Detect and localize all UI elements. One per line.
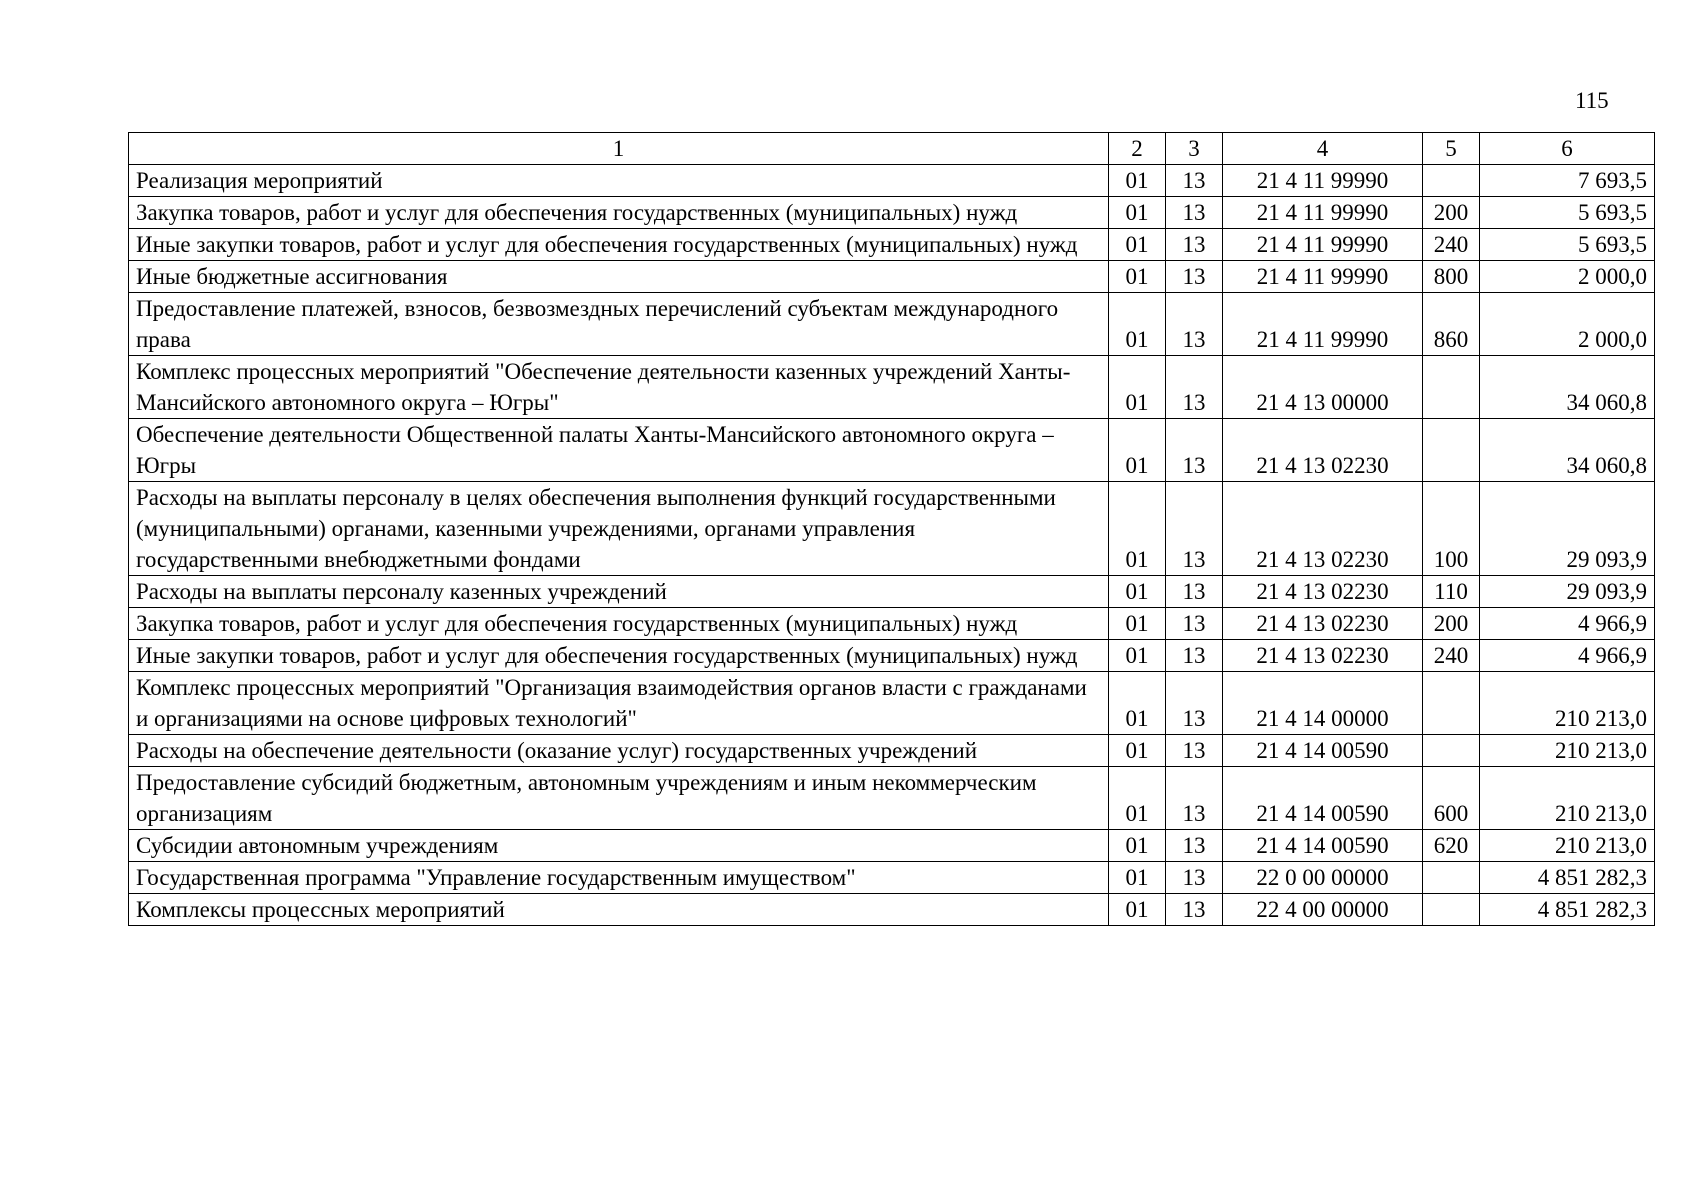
section-code-cell: 01 <box>1109 672 1166 735</box>
expense-type-cell: 600 <box>1423 767 1480 830</box>
subsection-code-cell: 13 <box>1166 830 1223 862</box>
expense-type-cell: 620 <box>1423 830 1480 862</box>
row-name-cell: Иные закупки товаров, работ и услуг для обеспечения государственных (муниципальных) нужд <box>129 229 1109 261</box>
target-article-cell: 21 4 13 02230 <box>1223 576 1423 608</box>
target-article-cell: 21 4 14 00590 <box>1223 735 1423 767</box>
amount-cell: 29 093,9 <box>1480 576 1655 608</box>
row-name-cell: Реализация мероприятий <box>129 165 1109 197</box>
target-article-cell: 21 4 14 00590 <box>1223 830 1423 862</box>
target-article-cell: 21 4 11 99990 <box>1223 261 1423 293</box>
table-row <box>129 293 1655 356</box>
section-code-cell: 01 <box>1109 862 1166 894</box>
expense-type-cell <box>1423 862 1480 894</box>
subsection-code-cell: 13 <box>1166 356 1223 419</box>
amount-cell: 210 213,0 <box>1480 735 1655 767</box>
subsection-code-cell: 13 <box>1166 261 1223 293</box>
section-code-cell: 01 <box>1109 894 1166 926</box>
table-row <box>129 482 1655 576</box>
budget-table <box>128 132 1655 926</box>
subsection-code-cell: 13 <box>1166 229 1223 261</box>
table-row <box>129 830 1655 862</box>
expense-type-cell: 200 <box>1423 608 1480 640</box>
table-row <box>129 419 1655 482</box>
amount-cell: 7 693,5 <box>1480 165 1655 197</box>
row-name-cell: Предоставление субсидий бюджетным, автономным учреждениям и иным некоммерческим организациям <box>129 767 1109 830</box>
subsection-code-cell: 13 <box>1166 608 1223 640</box>
expense-type-cell <box>1423 356 1480 419</box>
expense-type-cell <box>1423 672 1480 735</box>
amount-cell: 5 693,5 <box>1480 229 1655 261</box>
section-code-cell: 01 <box>1109 229 1166 261</box>
row-name-cell: Расходы на выплаты персоналу казенных учреждений <box>129 576 1109 608</box>
header-col-4: 4 <box>1223 133 1423 165</box>
header-col-1: 1 <box>129 133 1109 165</box>
expense-type-cell <box>1423 165 1480 197</box>
subsection-code-cell: 13 <box>1166 165 1223 197</box>
table-row <box>129 767 1655 830</box>
table-row <box>129 862 1655 894</box>
target-article-cell: 21 4 11 99990 <box>1223 293 1423 356</box>
section-code-cell: 01 <box>1109 830 1166 862</box>
expense-type-cell: 240 <box>1423 229 1480 261</box>
expense-type-cell: 110 <box>1423 576 1480 608</box>
expense-type-cell: 240 <box>1423 640 1480 672</box>
row-name-cell: Субсидии автономным учреждениям <box>129 830 1109 862</box>
header-col-2: 2 <box>1109 133 1166 165</box>
section-code-cell: 01 <box>1109 293 1166 356</box>
section-code-cell: 01 <box>1109 261 1166 293</box>
subsection-code-cell: 13 <box>1166 862 1223 894</box>
subsection-code-cell: 13 <box>1166 767 1223 830</box>
subsection-code-cell: 13 <box>1166 576 1223 608</box>
row-name-cell: Иные закупки товаров, работ и услуг для обеспечения государственных (муниципальных) нужд <box>129 640 1109 672</box>
subsection-code-cell: 13 <box>1166 197 1223 229</box>
target-article-cell: 21 4 14 00590 <box>1223 767 1423 830</box>
header-row <box>129 133 1655 165</box>
amount-cell: 34 060,8 <box>1480 419 1655 482</box>
section-code-cell: 01 <box>1109 197 1166 229</box>
row-name-cell: Предоставление платежей, взносов, безвозмездных перечислений субъектам международного права <box>129 293 1109 356</box>
table-row <box>129 576 1655 608</box>
amount-cell: 210 213,0 <box>1480 672 1655 735</box>
section-code-cell: 01 <box>1109 735 1166 767</box>
amount-cell: 210 213,0 <box>1480 830 1655 862</box>
section-code-cell: 01 <box>1109 356 1166 419</box>
row-name-cell: Комплексы процессных мероприятий <box>129 894 1109 926</box>
target-article-cell: 21 4 13 02230 <box>1223 640 1423 672</box>
amount-cell: 210 213,0 <box>1480 767 1655 830</box>
table-row <box>129 894 1655 926</box>
row-name-cell: Расходы на обеспечение деятельности (оказание услуг) государственных учреждений <box>129 735 1109 767</box>
amount-cell: 4 966,9 <box>1480 640 1655 672</box>
page-number: 115 <box>1575 88 1609 113</box>
amount-cell: 5 693,5 <box>1480 197 1655 229</box>
target-article-cell: 21 4 11 99990 <box>1223 165 1423 197</box>
table-row <box>129 735 1655 767</box>
target-article-cell: 21 4 11 99990 <box>1223 197 1423 229</box>
target-article-cell: 21 4 13 02230 <box>1223 482 1423 576</box>
subsection-code-cell: 13 <box>1166 735 1223 767</box>
target-article-cell: 22 0 00 00000 <box>1223 862 1423 894</box>
subsection-code-cell: 13 <box>1166 293 1223 356</box>
row-name-cell: Комплекс процессных мероприятий "Обеспечение деятельности казенных учреждений Ханты-Мансийского автономного округа – Югры" <box>129 356 1109 419</box>
table-row <box>129 197 1655 229</box>
row-name-cell: Государственная программа "Управление государственным имуществом" <box>129 862 1109 894</box>
expense-type-cell <box>1423 894 1480 926</box>
section-code-cell: 01 <box>1109 608 1166 640</box>
header-col-3: 3 <box>1166 133 1223 165</box>
table-row <box>129 608 1655 640</box>
amount-cell: 2 000,0 <box>1480 293 1655 356</box>
expense-type-cell <box>1423 735 1480 767</box>
expense-type-cell: 100 <box>1423 482 1480 576</box>
amount-cell: 4 851 282,3 <box>1480 862 1655 894</box>
section-code-cell: 01 <box>1109 767 1166 830</box>
expense-type-cell: 860 <box>1423 293 1480 356</box>
header-col-6: 6 <box>1480 133 1655 165</box>
expense-type-cell: 200 <box>1423 197 1480 229</box>
row-name-cell: Обеспечение деятельности Общественной палаты Ханты-Мансийского автономного округа – Югры <box>129 419 1109 482</box>
row-name-cell: Иные бюджетные ассигнования <box>129 261 1109 293</box>
target-article-cell: 21 4 14 00000 <box>1223 672 1423 735</box>
target-article-cell: 21 4 11 99990 <box>1223 229 1423 261</box>
subsection-code-cell: 13 <box>1166 672 1223 735</box>
subsection-code-cell: 13 <box>1166 894 1223 926</box>
section-code-cell: 01 <box>1109 482 1166 576</box>
target-article-cell: 21 4 13 00000 <box>1223 356 1423 419</box>
header-col-5: 5 <box>1423 133 1480 165</box>
subsection-code-cell: 13 <box>1166 640 1223 672</box>
row-name-cell: Закупка товаров, работ и услуг для обеспечения государственных (муниципальных) нужд <box>129 197 1109 229</box>
row-name-cell: Расходы на выплаты персоналу в целях обеспечения выполнения функций государственными (муниципальными) органами, казенными учреждениями, органами управления государственными внебюджетными фондами <box>129 482 1109 576</box>
section-code-cell: 01 <box>1109 576 1166 608</box>
amount-cell: 4 966,9 <box>1480 608 1655 640</box>
section-code-cell: 01 <box>1109 640 1166 672</box>
amount-cell: 4 851 282,3 <box>1480 894 1655 926</box>
section-code-cell: 01 <box>1109 419 1166 482</box>
target-article-cell: 21 4 13 02230 <box>1223 419 1423 482</box>
expense-type-cell: 800 <box>1423 261 1480 293</box>
table-row <box>129 165 1655 197</box>
subsection-code-cell: 13 <box>1166 482 1223 576</box>
row-name-cell: Закупка товаров, работ и услуг для обеспечения государственных (муниципальных) нужд <box>129 608 1109 640</box>
table-row <box>129 356 1655 419</box>
expense-type-cell <box>1423 419 1480 482</box>
amount-cell: 29 093,9 <box>1480 482 1655 576</box>
subsection-code-cell: 13 <box>1166 419 1223 482</box>
target-article-cell: 21 4 13 02230 <box>1223 608 1423 640</box>
amount-cell: 34 060,8 <box>1480 356 1655 419</box>
table-body <box>129 165 1655 926</box>
amount-cell: 2 000,0 <box>1480 261 1655 293</box>
table-row <box>129 229 1655 261</box>
table-row <box>129 672 1655 735</box>
row-name-cell: Комплекс процессных мероприятий "Организация взаимодействия органов власти с гражданами и организациями на основе цифровых технологий" <box>129 672 1109 735</box>
section-code-cell: 01 <box>1109 165 1166 197</box>
table-row <box>129 261 1655 293</box>
table-row <box>129 640 1655 672</box>
target-article-cell: 22 4 00 00000 <box>1223 894 1423 926</box>
